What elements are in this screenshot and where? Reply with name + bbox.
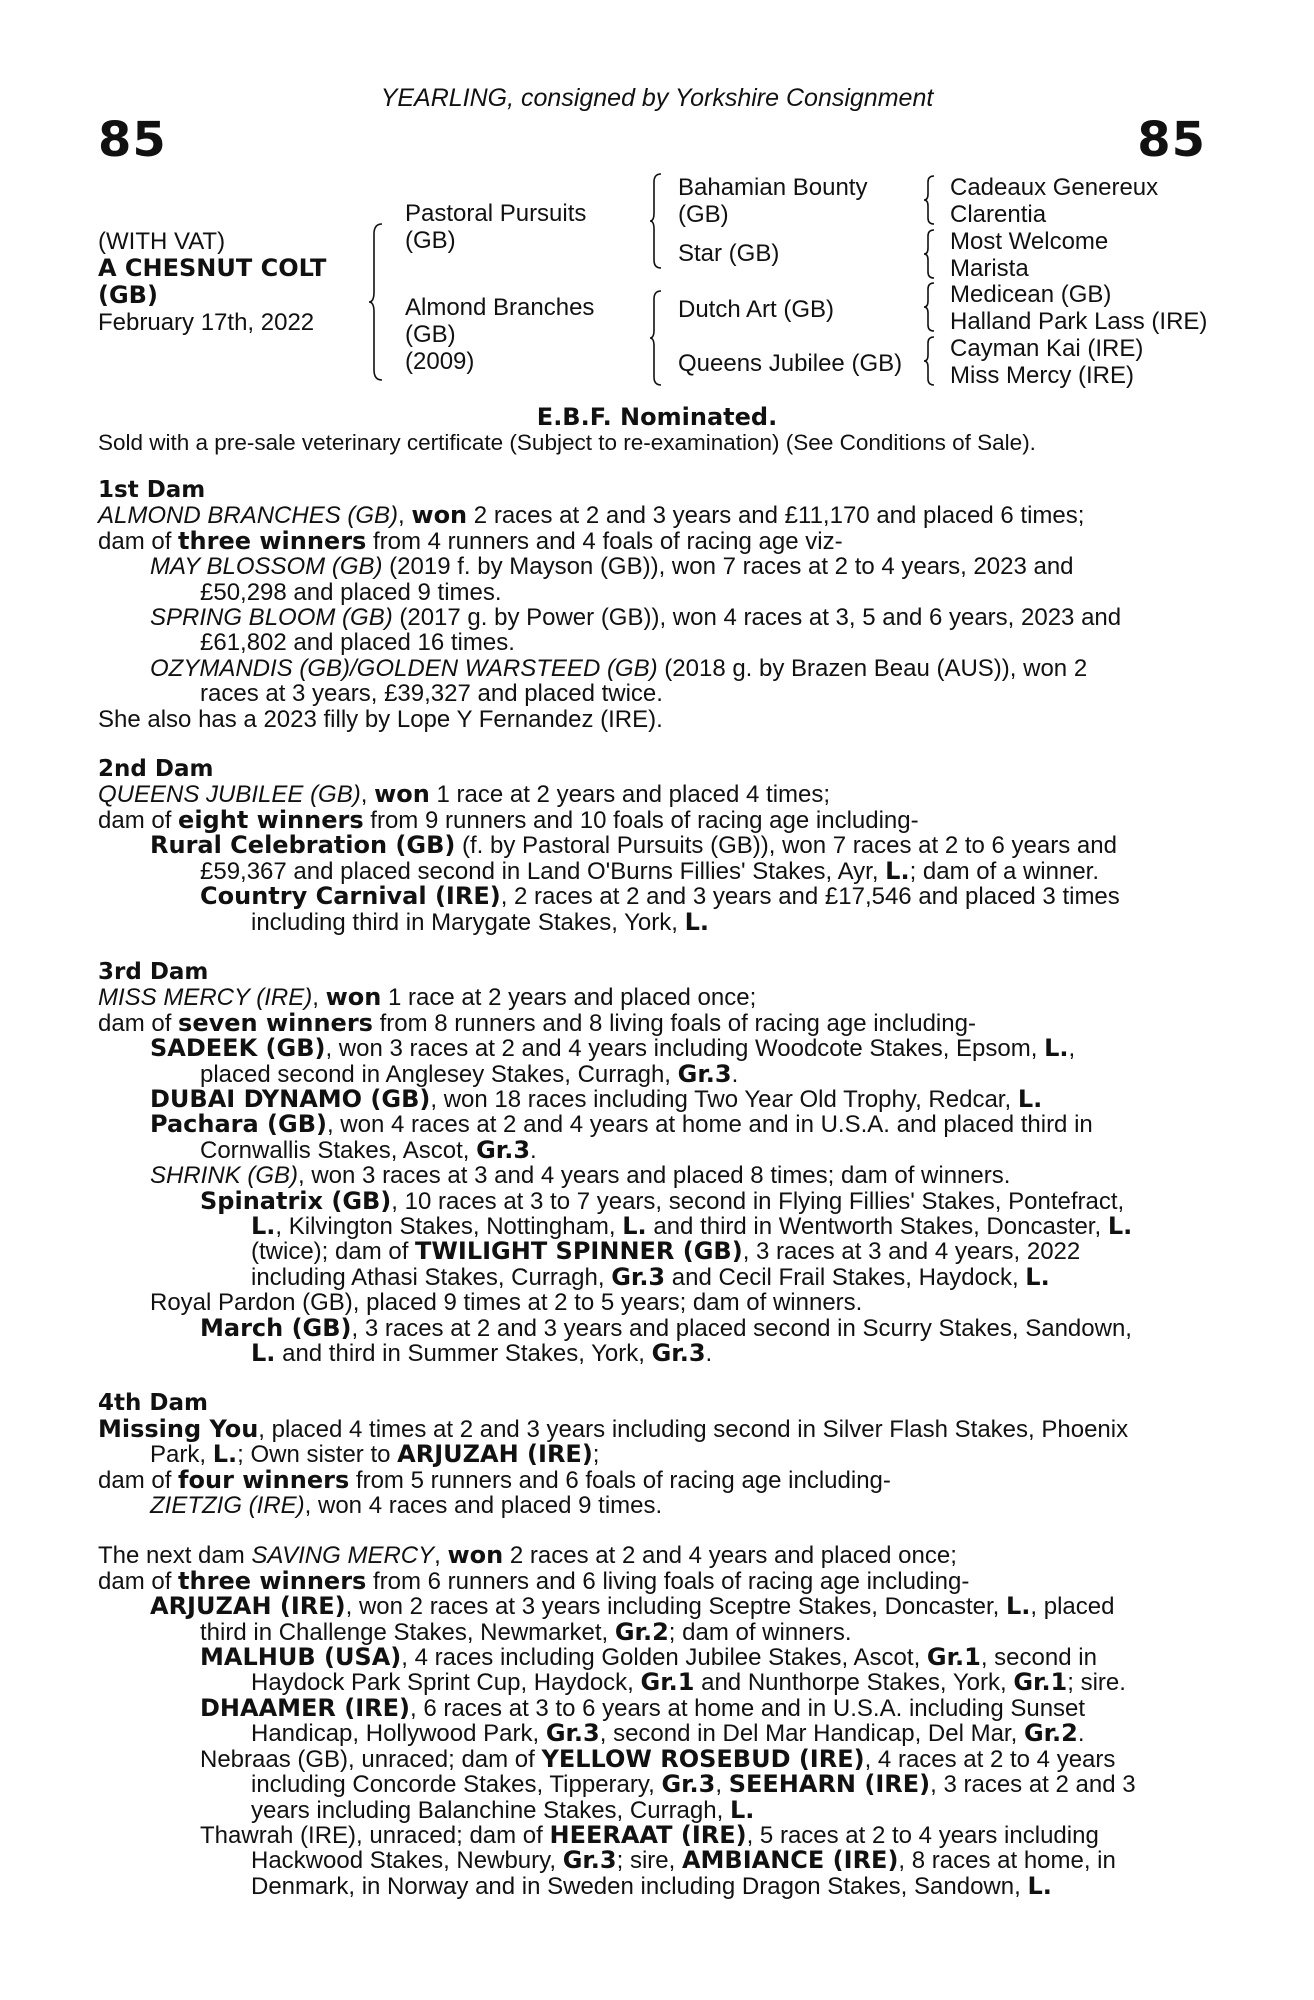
fourth-dam-heading: 4th Dam xyxy=(98,1390,208,1417)
third-dam-line: MISS MERCY (IRE), won 1 race at 2 years and placed once; xyxy=(98,983,757,1012)
third-dam-line: Cornwallis Stakes, Ascot, Gr.3. xyxy=(200,1135,537,1164)
third-dam-line: SHRINK (GB), won 3 races at 3 and 4 years and placed 8 times; dam of winners. xyxy=(150,1162,1011,1190)
third-dam-line: Spinatrix (GB), 10 races at 3 to 7 years, second in Flying Fillies' Stakes, Pontefract, xyxy=(200,1186,1125,1215)
sire xyxy=(405,200,586,254)
dam-sire: Dutch Art (GB) xyxy=(678,296,835,323)
fourth-dam-line: dam of four winners from 5 runners and 6 foals of racing age including- xyxy=(98,1465,891,1494)
g3-ancestor-6: Halland Park Lass (IRE) xyxy=(950,308,1208,335)
dam-dam: Queens Jubilee (GB) xyxy=(678,350,903,377)
second-dam-line: dam of eight winners from 9 runners and 10 foals of racing age including- xyxy=(98,805,919,834)
lot-number-right: 85 xyxy=(1137,112,1206,168)
pedigree-brace-sire xyxy=(649,172,665,270)
fourth-dam-line: Park, L.; Own sister to ARJUZAH (IRE); xyxy=(150,1440,600,1469)
third-dam-line: SADEEK (GB), won 3 races at 2 and 4 years including Woodcote Stakes, Epsom, L., xyxy=(150,1034,1076,1063)
sire-sire-country: (GB) xyxy=(678,201,729,228)
dam xyxy=(405,294,594,375)
first-dam-line: £61,802 and placed 16 times. xyxy=(200,629,515,657)
dam-year: (2009) xyxy=(405,348,475,375)
third-dam-line: L. and third in Summer Stakes, York, Gr.3. xyxy=(251,1339,713,1367)
third-dam-line: dam of seven winners from 8 runners and 8 living foals of racing age including- xyxy=(98,1008,976,1037)
next-dam-line: MALHUB (USA), 4 races including Golden Jubilee Stakes, Ascot, Gr.1, second in xyxy=(200,1643,1097,1672)
first-dam-line: ALMOND BRANCHES (GB), won 2 races at 2 and 3 years and £11,170 and placed 6 times; xyxy=(98,501,1085,530)
g3-ancestor-2: Clarentia xyxy=(950,201,1047,228)
fourth-dam-line: ZIETZIG (IRE), won 4 races and placed 9 times. xyxy=(150,1492,663,1520)
second-dam-line: including third in Marygate Stakes, York, L. xyxy=(251,907,709,936)
dam-country: (GB) xyxy=(405,321,456,348)
g3-ancestor-5: Medicean (GB) xyxy=(950,281,1112,308)
next-dam-line: third in Challenge Stakes, Newmarket, Gr.2; dam of winners. xyxy=(200,1617,852,1646)
second-dam-heading: 2nd Dam xyxy=(98,756,214,783)
sire-country: (GB) xyxy=(405,227,456,254)
horse-country: (GB) xyxy=(98,281,158,309)
next-dam-line: Hackwood Stakes, Newbury, Gr.3; sire, AMBIANCE (IRE), 8 races at home, in xyxy=(251,1846,1116,1875)
next-dam-line: The next dam SAVING MERCY, won 2 races at 2 and 4 years and placed once; xyxy=(98,1541,957,1570)
sire-sire-name: Bahamian Bounty xyxy=(678,174,868,201)
next-dam-line: Nebraas (GB), unraced; dam of YELLOW ROSEBUD (IRE), 4 races at 2 to 4 years xyxy=(200,1744,1116,1773)
first-dam-line: dam of three winners from 4 runners and 4 foals of racing age viz- xyxy=(98,526,843,555)
third-dam-line: DUBAI DYNAMO (GB), won 18 races including Two Year Old Trophy, Redcar, L. xyxy=(150,1084,1043,1113)
sire-dam: Star (GB) xyxy=(678,240,780,267)
next-dam-line: ARJUZAH (IRE), won 2 races at 3 years including Sceptre Stakes, Doncaster, L., placed xyxy=(150,1592,1115,1621)
third-dam-line: (twice); dam of TWILIGHT SPINNER (GB), 3 races at 3 and 4 years, 2022 xyxy=(251,1237,1081,1266)
third-dam-line: placed second in Anglesey Stakes, Curragh, Gr.3. xyxy=(200,1059,739,1088)
third-dam-line: including Athasi Stakes, Curragh, Gr.3 and Cecil Frail Stakes, Haydock, L. xyxy=(251,1262,1050,1291)
vet-certificate-note: Sold with a pre-sale veterinary certificate (Subject to re-examination) (See Conditions of Sale). xyxy=(98,430,1036,455)
first-dam-heading: 1st Dam xyxy=(98,477,206,503)
foaling-date: February 17th, 2022 xyxy=(98,309,315,336)
third-dam-line: Royal Pardon (GB), placed 9 times at 2 to 5 years; dam of winners. xyxy=(150,1289,863,1317)
g3-ancestor-3: Most Welcome xyxy=(950,228,1109,255)
pedigree-brace-main xyxy=(368,222,388,382)
first-dam-line: races at 3 years, £39,327 and placed twice. xyxy=(200,680,663,708)
pedigree-brace-g3-1 xyxy=(923,174,937,226)
first-dam-line: OZYMANDIS (GB)/GOLDEN WARSTEED (GB) (2018 g. by Brazen Beau (AUS)), won 2 xyxy=(150,654,1088,682)
ebf-nominated: E.B.F. Nominated. xyxy=(536,403,778,431)
next-dam-line: Thawrah (IRE), unraced; dam of HEERAAT (IRE), 5 races at 2 to 4 years including xyxy=(200,1820,1099,1849)
pedigree-brace-dam xyxy=(649,289,665,387)
second-dam-line: Rural Celebration (GB) (f. by Pastoral Pursuits (GB)), won 7 races at 2 to 6 years and xyxy=(150,831,1117,860)
vat-note: (WITH VAT) xyxy=(98,228,226,255)
first-dam-line: She also has a 2023 filly by Lope Y Fernandez (IRE). xyxy=(98,705,663,733)
first-dam-line: £50,298 and placed 9 times. xyxy=(200,578,502,606)
next-dam-line: dam of three winners from 6 runners and 6 living foals of racing age including- xyxy=(98,1566,970,1595)
g3-ancestor-1: Cadeaux Genereux xyxy=(950,174,1159,201)
second-dam-line: £59,367 and placed second in Land O'Burns Fillies' Stakes, Ayr, L.; dam of a winner. xyxy=(200,856,1100,885)
third-dam-line: Pachara (GB), won 4 races at 2 and 4 years at home and in U.S.A. and placed third in xyxy=(150,1110,1093,1139)
horse-description xyxy=(98,228,326,336)
sire-sire xyxy=(678,174,867,228)
next-dam-line: Denmark, in Norway and in Sweden including Dragon Stakes, Sandown, L. xyxy=(251,1871,1052,1900)
consignment-line: YEARLING, consigned by Yorkshire Consignment xyxy=(380,84,934,112)
third-dam-line: March (GB), 3 races at 2 and 3 years and placed second in Scurry Stakes, Sandown, xyxy=(200,1313,1132,1342)
next-dam-line: Haydock Park Sprint Cup, Haydock, Gr.1 and Nunthorpe Stakes, York, Gr.1; sire. xyxy=(251,1668,1126,1697)
catalogue-body xyxy=(98,478,1203,1899)
third-dam-heading: 3rd Dam xyxy=(98,958,209,985)
horse-name: A CHESNUT COLT xyxy=(98,254,327,282)
fourth-dam-line: Missing You, placed 4 times at 2 and 3 years including second in Silver Flash Stakes, Phoenix xyxy=(98,1414,1129,1443)
second-dam-line: Country Carnival (IRE), 2 races at 2 and 3 years and £17,546 and placed 3 times xyxy=(200,882,1120,911)
pedigree-brace-g3-3 xyxy=(923,281,937,333)
third-dam-line: L., Kilvington Stakes, Nottingham, L. and third in Wentworth Stakes, Doncaster, L. xyxy=(251,1211,1133,1240)
pedigree-brace-g3-2 xyxy=(923,228,937,280)
next-dam-line: Handicap, Hollywood Park, Gr.3, second in Del Mar Handicap, Del Mar, Gr.2. xyxy=(251,1719,1085,1748)
next-dam-line: including Concorde Stakes, Tipperary, Gr.3, SEEHARN (IRE), 3 races at 2 and 3 xyxy=(251,1770,1136,1799)
sire-name: Pastoral Pursuits xyxy=(405,200,587,227)
second-dam-line: QUEENS JUBILEE (GB), won 1 race at 2 years and placed 4 times; xyxy=(98,780,831,809)
first-dam-line: SPRING BLOOM (GB) (2017 g. by Power (GB)), won 4 races at 3, 5 and 6 years, 2023 and xyxy=(150,604,1122,632)
pedigree-brace-g3-4 xyxy=(923,335,937,387)
dam-name: Almond Branches xyxy=(405,294,595,321)
g3-ancestor-7: Cayman Kai (IRE) xyxy=(950,335,1144,362)
lot-number-left: 85 xyxy=(98,112,167,168)
g3-ancestor-8: Miss Mercy (IRE) xyxy=(950,362,1134,389)
next-dam-line: years including Balanchine Stakes, Curragh, L. xyxy=(251,1795,755,1824)
g3-ancestor-4: Marista xyxy=(950,255,1029,282)
first-dam-line: MAY BLOSSOM (GB) (2019 f. by Mayson (GB)), won 7 races at 2 to 4 years, 2023 and xyxy=(150,553,1074,581)
next-dam-line: DHAAMER (IRE), 6 races at 3 to 6 years at home and in U.S.A. including Sunset xyxy=(200,1693,1086,1722)
